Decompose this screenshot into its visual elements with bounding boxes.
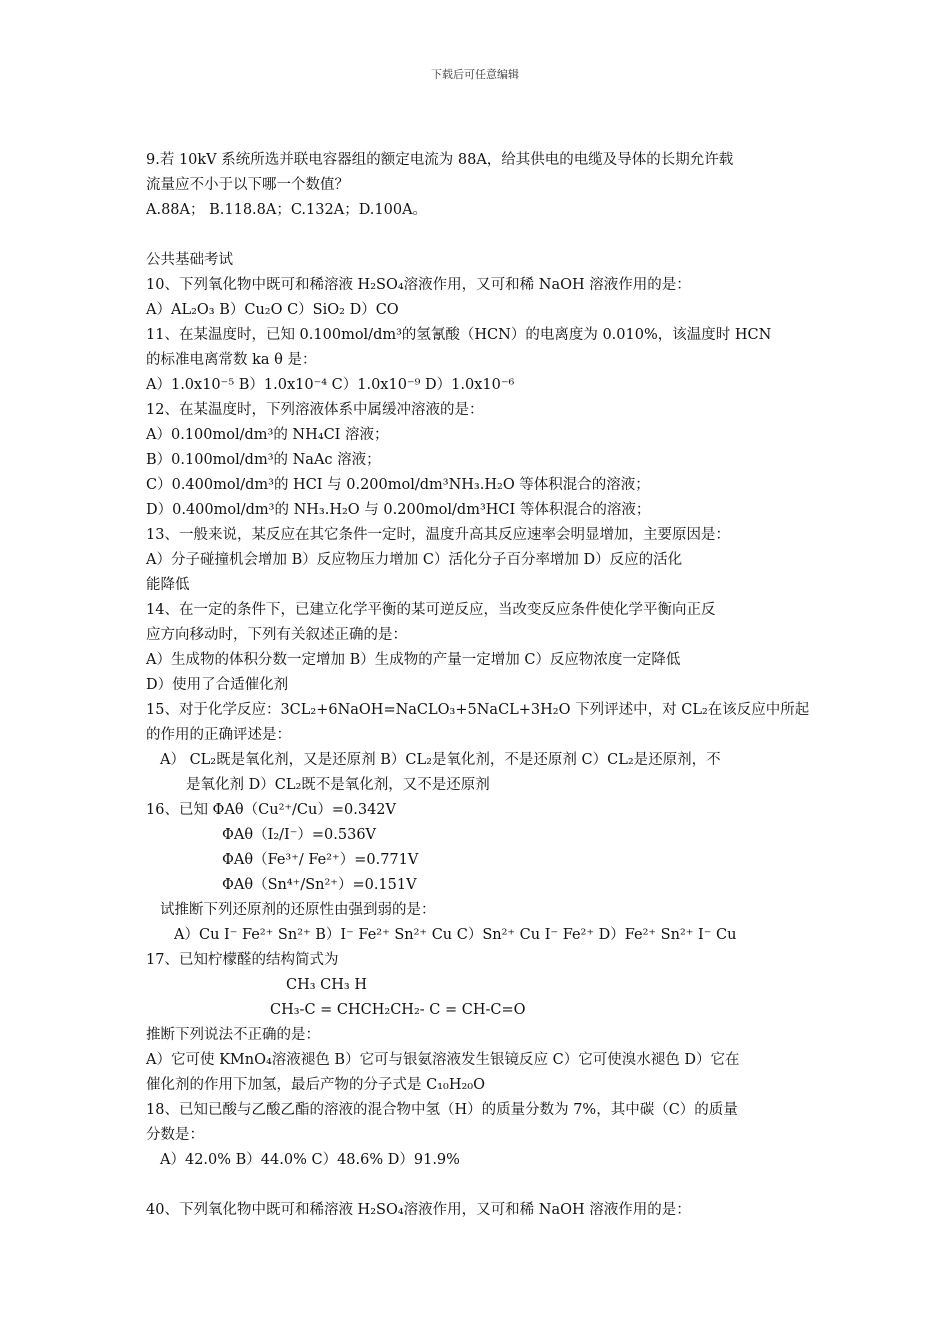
text-line: B）0.100mol/dm³的 NaAc 溶液； <box>146 452 381 468</box>
text-line: 应方向移动时，下列有关叙述正确的是： <box>146 627 407 643</box>
document-body <box>146 148 810 1223</box>
text-line: 16、已知 ΦAθ（Cu²⁺/Cu）=0.342V <box>146 802 396 818</box>
text-line: CH₃ CH₃ H <box>286 977 367 993</box>
text-line: 11、在某温度时，已知 0.100mol/dm³的氢氰酸（HCN）的电离度为 0.010%，该温度时 HCN <box>146 327 772 343</box>
text-line: 14、在一定的条件下，已建立化学平衡的某可逆反应，当改变反应条件使化学平衡向正反 <box>146 602 716 618</box>
text-line: 13、一般来说，某反应在其它条件一定时，温度升高其反应速率会明显增加，主要原因是： <box>146 527 730 543</box>
text-line: 12、在某温度时，下列溶液体系中属缓冲溶液的是： <box>146 402 484 418</box>
page-header: 下载后可任意编辑 <box>431 68 519 81</box>
text-line: A）Cu I⁻ Fe²⁺ Sn²⁺ B）I⁻ Fe²⁺ Sn²⁺ Cu C）Sn²⁺ Cu I⁻ Fe²⁺ D）Fe²⁺ Sn²⁺ I⁻ Cu <box>174 927 737 943</box>
text-line: 催化剂的作用下加氢，最后产物的分子式是 C₁₀H₂₀O <box>146 1077 485 1093</box>
text-line: 40、下列氧化物中既可和稀溶液 H₂SO₄溶液作用，又可和稀 NaOH 溶液作用的是： <box>146 1202 691 1218</box>
text-line: CH₃-C = CHCH₂CH₂- C = CH-C=O <box>270 1002 526 1018</box>
text-line: 流量应不小于以下哪一个数值？ <box>146 177 349 193</box>
text-line: 分数是： <box>146 1127 204 1143</box>
text-line: ΦAθ（Sn⁴⁺/Sn²⁺）=0.151V <box>222 877 417 893</box>
text-line: 推断下列说法不正确的是： <box>146 1027 320 1043</box>
text-line: 试推断下列还原剂的还原性由强到弱的是： <box>160 902 436 918</box>
text-line: 9.若 10kV 系统所选并联电容器组的额定电流为 88A，给其供电的电缆及导体的长期允许载 <box>146 152 734 168</box>
text-line: A）分子碰撞机会增加 B）反应物压力增加 C）活化分子百分率增加 D）反应的活化 <box>146 552 683 568</box>
text-line: D）使用了合适催化剂 <box>146 677 289 693</box>
text-line: 17、已知柠檬醛的结构简式为 <box>146 952 339 968</box>
text-line: 的标准电离常数 ka θ 是： <box>146 352 317 368</box>
text-line: 能降低 <box>146 577 190 593</box>
text-line: 的作用的正确评述是： <box>146 727 291 743</box>
text-line: A）42.0% B）44.0% C）48.6% D）91.9% <box>160 1152 460 1168</box>
text-line: 18、已知已酸与乙酸乙酯的溶液的混合物中氢（H）的质量分数为 7%，其中碳（C）的质量 <box>146 1102 738 1118</box>
text-line: A.88A； B.118.8A；C.132A；D.100A。 <box>146 202 428 218</box>
text-line: 10、下列氧化物中既可和稀溶液 H₂SO₄溶液作用，又可和稀 NaOH 溶液作用的是： <box>146 277 691 293</box>
blank-line <box>146 1173 810 1198</box>
text-line: A）它可使 KMnO₄溶液褪色 B）它可与银氨溶液发生银镜反应 C）它可使溴水褪色 D）它在 <box>146 1052 740 1068</box>
text-line: 是氧化剂 D）CL₂既不是氧化剂，又不是还原剂 <box>186 777 490 793</box>
text-line: ΦAθ（Fe³⁺/ Fe²⁺）=0.771V <box>222 852 419 868</box>
text-line: A） CL₂既是氧化剂，又是还原剂 B）CL₂是氧化剂，不是还原剂 C）CL₂是还原剂，不 <box>160 752 721 768</box>
text-line: A）1.0x10⁻⁵ B）1.0x10⁻⁴ C）1.0x10⁻⁹ D）1.0x10⁻⁶ <box>146 377 515 393</box>
text-line: 15、对于化学反应：3CL₂+6NaOH=NaCLO₃+5NaCL+3H₂O 下列评述中，对 CL₂在该反应中所起 <box>146 702 810 718</box>
text-line: ΦAθ（I₂/I⁻）=0.536V <box>222 827 377 843</box>
text-line: A）0.100mol/dm³的 NH₄CI 溶液； <box>146 427 389 443</box>
blank-line <box>146 223 810 248</box>
text-line: D）0.400mol/dm³的 NH₃.H₂O 与 0.200mol/dm³HCI 等体积混合的溶液； <box>146 502 651 518</box>
text-line: A）生成物的体积分数一定增加 B）生成物的产量一定增加 C）反应物浓度一定降低 <box>146 652 681 668</box>
text-line: 公共基础考试 <box>146 252 233 268</box>
text-line: A）AL₂O₃ B）Cu₂O C）SiO₂ D）CO <box>146 302 399 318</box>
text-line: C）0.400mol/dm³的 HCI 与 0.200mol/dm³NH₃.H₂O 等体积混合的溶液； <box>146 477 650 493</box>
